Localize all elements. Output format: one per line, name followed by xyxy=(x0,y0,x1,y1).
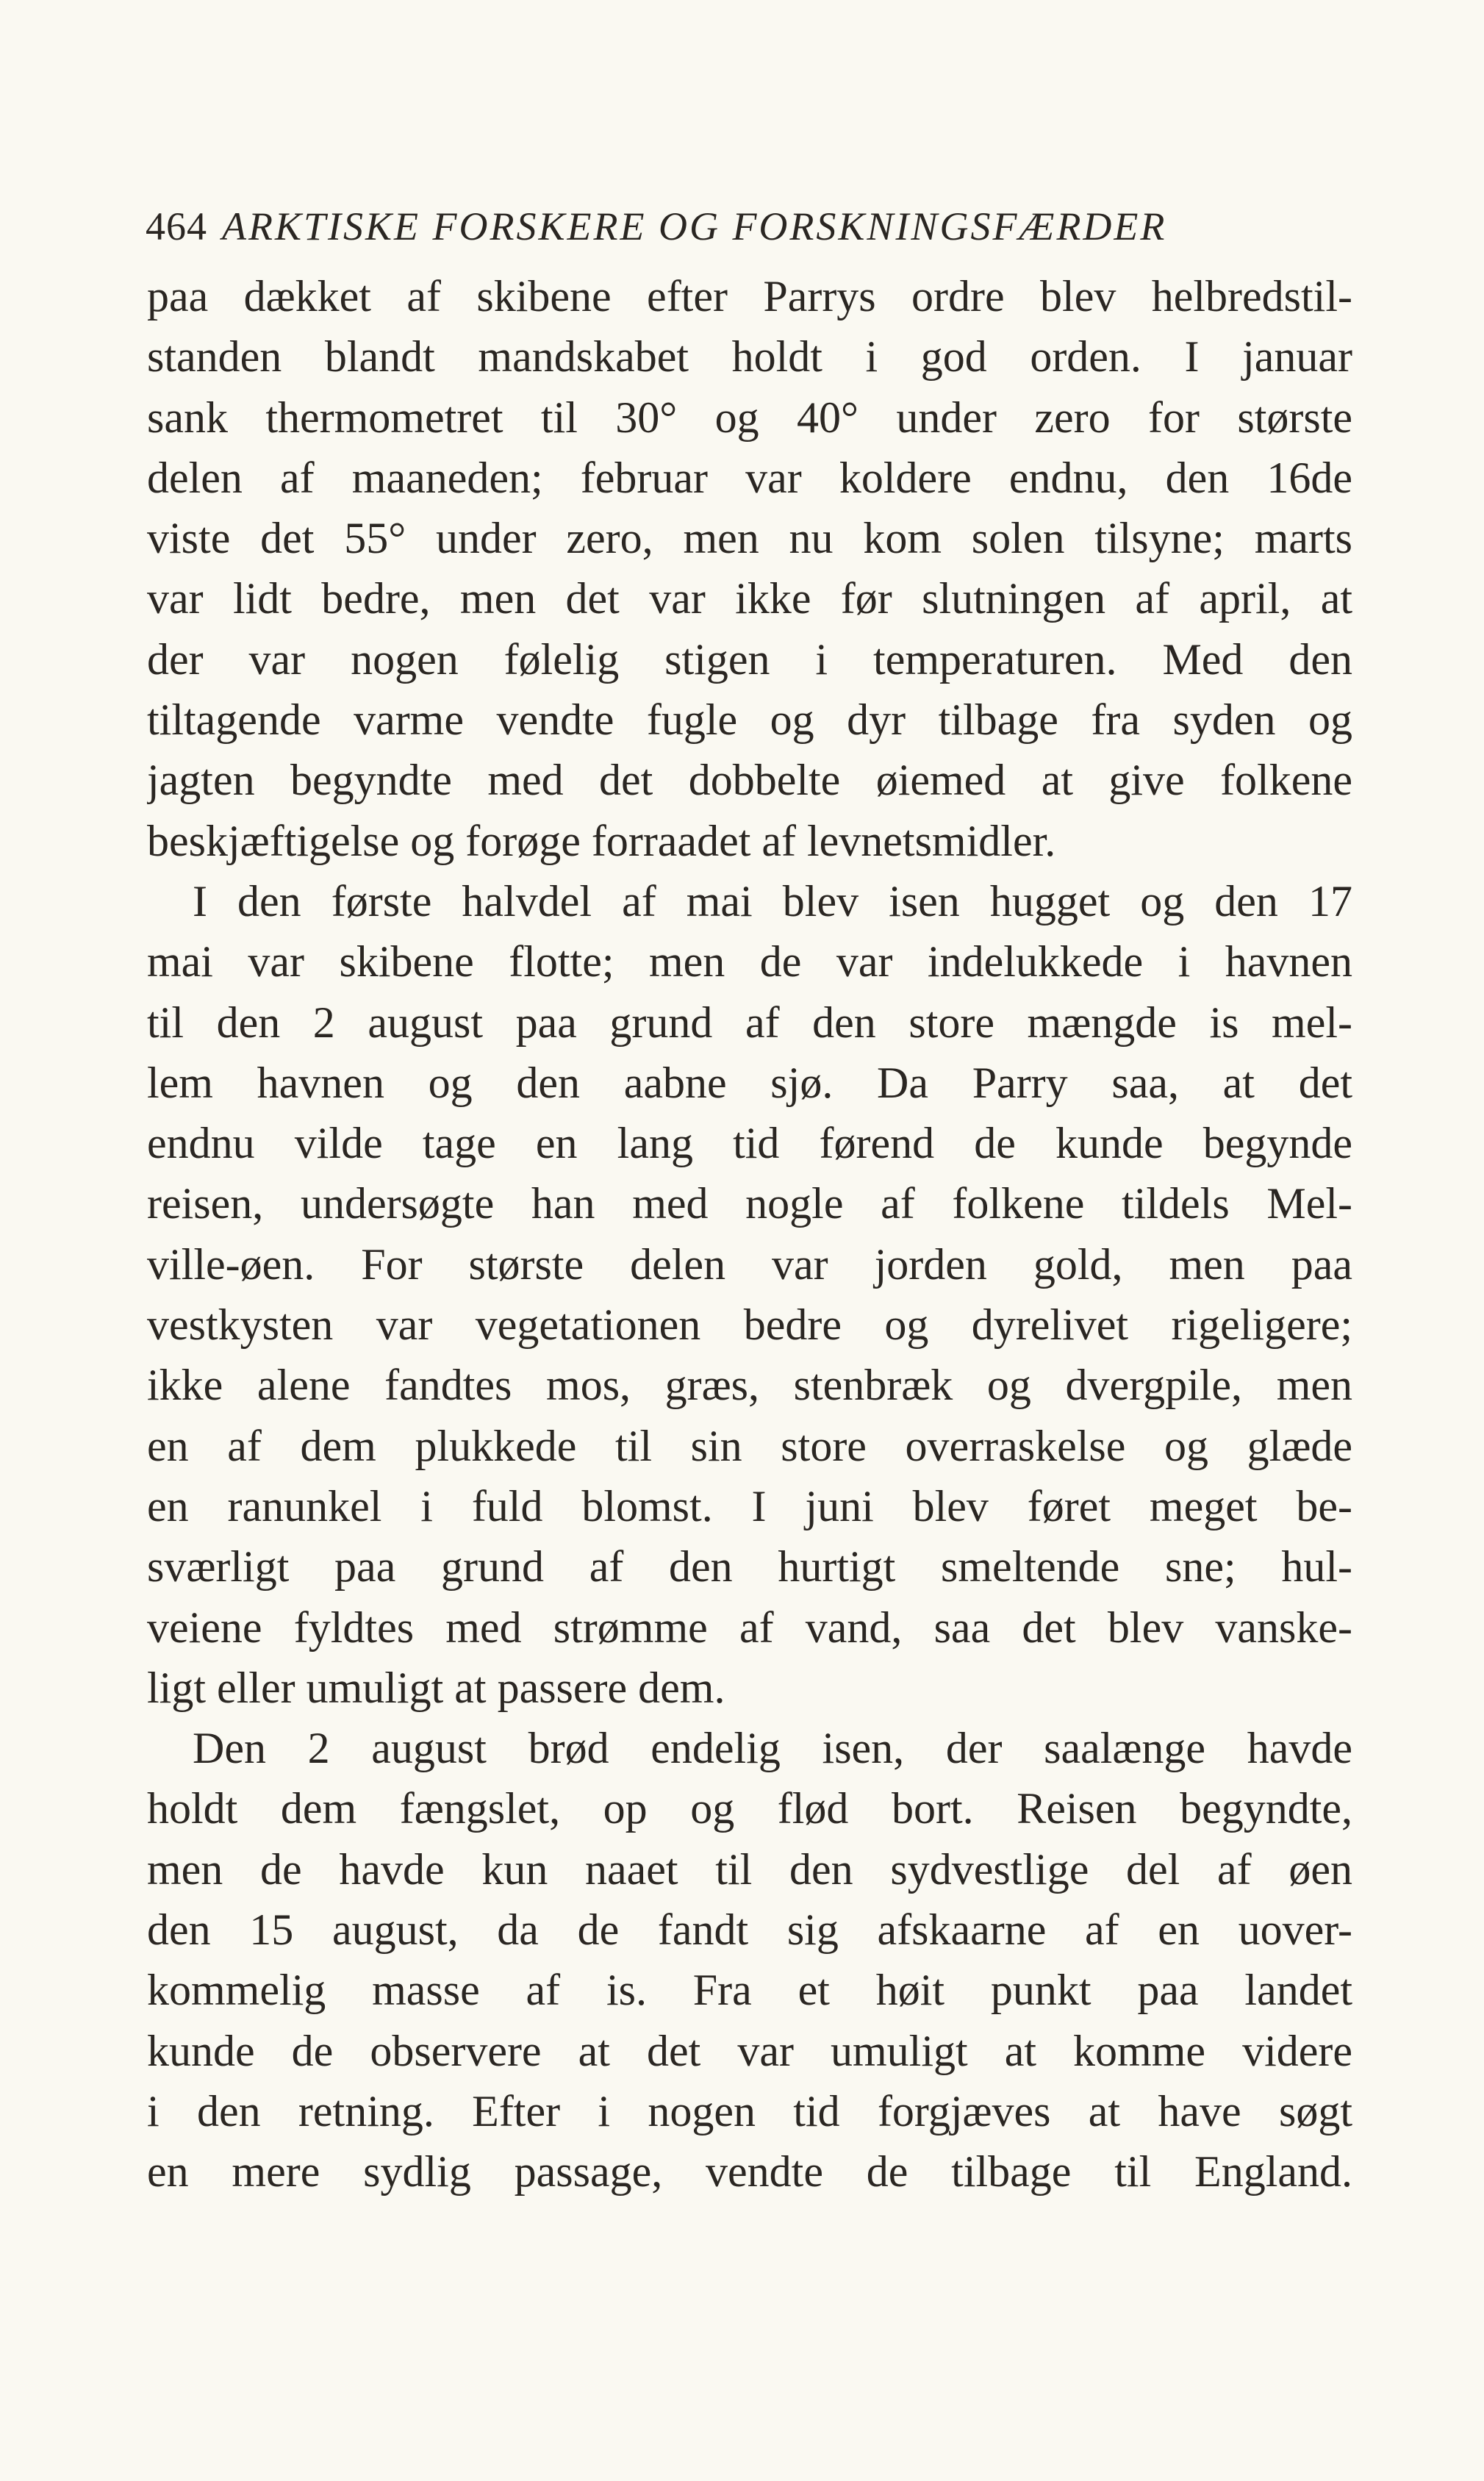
running-head xyxy=(146,197,1351,256)
text-line: holdt dem fængslet, op og flød bort. Reisen begyndte, xyxy=(147,1784,1352,1833)
text-line: ikke alene fandtes mos, græs, stenbræk og dvergpile, men xyxy=(147,1361,1352,1410)
text-line: I den første halvdel af mai blev isen hugget og den 17 xyxy=(193,876,1352,926)
text-line: vestkysten var vegetationen bedre og dyrelivet rigeligere; xyxy=(147,1300,1352,1350)
text-line: i den retning. Efter i nogen tid forgjæves at have søgt xyxy=(147,2086,1352,2135)
text-line: kommelig masse af is. Fra et høit punkt paa landet xyxy=(147,1966,1352,2015)
text-line: jagten begyndte med det dobbelte øiemed at give folkene xyxy=(147,756,1352,805)
text-line: tiltagende varme vendte fugle og dyr tilbage fra syden og xyxy=(147,695,1352,745)
text-line: var lidt bedre, men det var ikke før slutningen af april, at xyxy=(147,574,1352,623)
text-line: mai var skibene flotte; men de var indelukkede i havnen xyxy=(147,937,1352,987)
text-line: en ranunkel i fuld blomst. I juni blev føret meget be- xyxy=(147,1481,1352,1531)
text-line: en af dem plukkede til sin store overraskelse og glæde xyxy=(147,1421,1352,1470)
text-line: endnu vilde tage en lang tid førend de kunde begynde xyxy=(147,1119,1352,1168)
text-line: Den 2 august brød endelig isen, der saalænge havde xyxy=(193,1724,1352,1773)
text-line: beskjæftigelse og forøge forraadet af levnetsmidler. xyxy=(147,816,1056,865)
text-line: der var nogen følelig stigen i temperaturen. Med den xyxy=(147,634,1352,684)
text-line: delen af maaneden; februar var koldere endnu, den 16de xyxy=(147,453,1352,502)
text-line: sank thermometret til 30° og 40° under zero for største xyxy=(147,393,1352,442)
text-line: til den 2 august paa grund af den store mængde is mel- xyxy=(147,998,1352,1047)
page-number: 464 xyxy=(146,204,207,248)
text-line: kunde de observere at det var umuligt at komme videre xyxy=(147,2026,1352,2075)
text-line: viste det 55° under zero, men nu kom solen tilsyne; marts xyxy=(147,514,1352,563)
text-line: den 15 august, da de fandt sig afskaarne af en uover- xyxy=(147,1905,1352,1955)
text-line: en mere sydlig passage, vendte de tilbage til England. xyxy=(147,2147,1352,2197)
body-text xyxy=(147,266,1352,2202)
text-line: sværligt paa grund af den hurtigt smeltende sne; hul- xyxy=(147,1542,1352,1592)
text-line: veiene fyldtes med strømme af vand, saa det blev vanske- xyxy=(147,1603,1352,1652)
text-line: ligt eller umuligt at passere dem. xyxy=(147,1663,725,1712)
text-line: reisen, undersøgte han med nogle af folkene tildels Mel- xyxy=(147,1179,1352,1228)
running-title: ARKTISKE FORSKERE OG FORSKNINGSFÆRDER xyxy=(222,204,1167,248)
text-line: lem havnen og den aabne sjø. Da Parry saa, at det xyxy=(147,1058,1352,1107)
text-line: paa dækket af skibene efter Parrys ordre blev helbredstil- xyxy=(147,272,1352,321)
text-line: ville-øen. For største delen var jorden gold, men paa xyxy=(147,1239,1352,1289)
text-line: standen blandt mandskabet holdt i god orden. I januar xyxy=(147,332,1352,382)
text-line: men de havde kun naaet til den sydvestlige del af øen xyxy=(147,1844,1352,1894)
